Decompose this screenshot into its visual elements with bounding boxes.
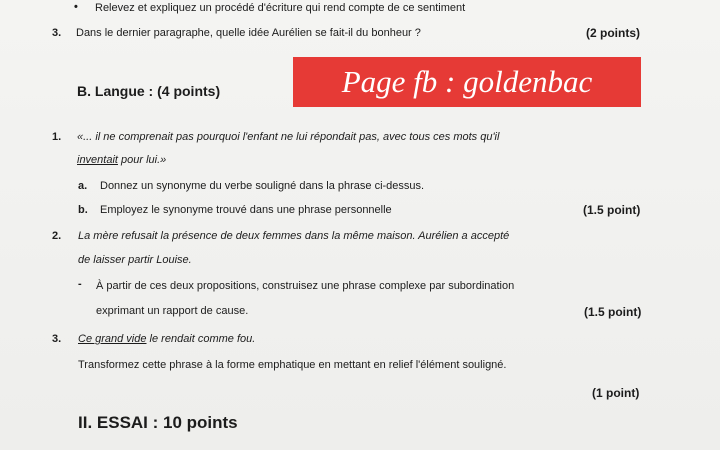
q1-quote-line1: «... il ne comprenait pas pourquoi l'enfant ne lui répondait pas, avec tous ces mots qu'il	[77, 131, 500, 143]
q2-number: 2.	[52, 230, 62, 242]
q1-number: 1.	[52, 131, 62, 143]
q2-quote-line1: La mère refusait la présence de deux femmes dans la même maison. Aurélien a accepté	[78, 230, 510, 242]
bullet-marker: -	[78, 278, 82, 290]
q3-instruction: Transformez cette phrase à la forme emphatique en mettant en relief l'élément souligné.	[78, 359, 507, 371]
part-a-bullet-line: Relevez et expliquez un procédé d'écriture qui rend compte de ce sentiment	[95, 2, 466, 14]
langue-heading: B. Langue : (4 points)	[77, 83, 221, 99]
q2-bullet-line1: À partir de ces deux propositions, construisez une phrase complexe par subordination	[96, 280, 515, 292]
q1-underlined-verb: inventait	[77, 154, 118, 166]
q2-points: (1.5 point)	[584, 305, 642, 319]
q3-points: (1 point)	[592, 386, 640, 400]
q1-points: (1.5 point)	[583, 203, 641, 217]
q2-quote-line2: de laisser partir Louise.	[78, 254, 192, 266]
question-3-points: (2 points)	[586, 26, 640, 40]
q3-underlined-phrase: Ce grand vide	[78, 333, 147, 345]
q1-quote-line2	[77, 154, 166, 166]
watermark-banner: Page fb : goldenbac	[293, 57, 641, 107]
q3-quote-rest: le rendait comme fou.	[146, 333, 256, 345]
question-3-text: Dans le dernier paragraphe, quelle idée Aurélien se fait-il du bonheur ?	[76, 27, 421, 39]
q1-a-text: Donnez un synonyme du verbe souligné dans la phrase ci-dessus.	[100, 180, 425, 192]
q2-bullet-line2: exprimant un rapport de cause.	[96, 305, 249, 317]
question-3-number: 3.	[52, 27, 62, 39]
bullet-marker: •	[74, 1, 78, 13]
essai-heading: II. ESSAI : 10 points	[78, 413, 238, 432]
q1-a-label: a.	[78, 180, 88, 192]
q3-number: 3.	[52, 333, 62, 345]
q1-quote-line2-rest: pour lui.»	[117, 154, 167, 166]
q1-b-text: Employez le synonyme trouvé dans une phrase personnelle	[100, 204, 392, 216]
q3-quote	[78, 333, 255, 345]
q1-b-label: b.	[78, 204, 88, 216]
